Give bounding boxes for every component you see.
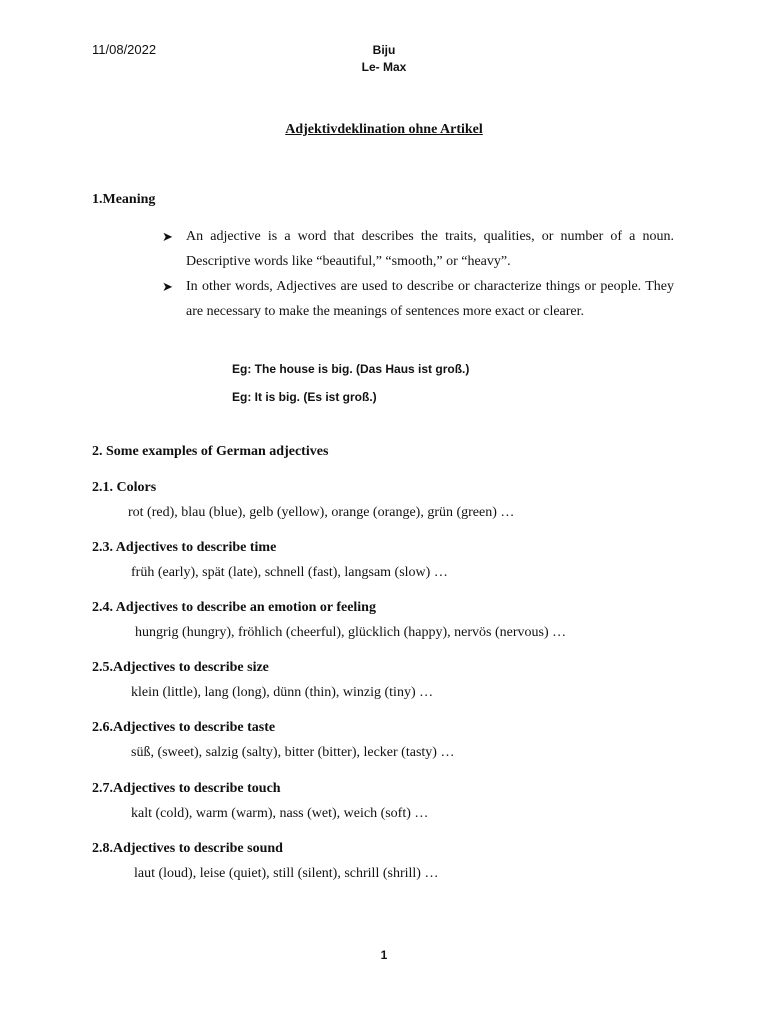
section2-heading: 2. Some examples of German adjectives bbox=[92, 444, 329, 459]
example-sentence: Eg: The house is big. (Das Haus ist groß.) bbox=[232, 362, 470, 376]
subsection-text: kalt (cold), warm (warm), nass (wet), weich (soft) … bbox=[131, 806, 429, 821]
subsection-heading: 2.4. Adjectives to describe an emotion or feeling bbox=[92, 600, 376, 615]
subsection-heading: 2.3. Adjectives to describe time bbox=[92, 540, 277, 555]
header-group: Le- Max bbox=[361, 60, 407, 74]
subsection-text: früh (early), spät (late), schnell (fast), langsam (slow) … bbox=[131, 565, 448, 580]
bullet-item bbox=[162, 274, 674, 324]
subsection-heading: 2.6.Adjectives to describe taste bbox=[92, 720, 276, 735]
meaning-bullet-list bbox=[162, 224, 674, 324]
subsection-text: rot (red), blau (blue), gelb (yellow), orange (orange), grün (green) … bbox=[128, 505, 515, 520]
subsection-heading: 2.5.Adjectives to describe size bbox=[92, 660, 269, 675]
subsection-text: klein (little), lang (long), dünn (thin), winzig (tiny) … bbox=[131, 685, 434, 700]
bullet-text: In other words, Adjectives are used to describe or characterize things or people. They are necessary to make the meanings of sentences more exact or clearer. bbox=[186, 279, 674, 319]
page-number: 1 bbox=[380, 948, 388, 962]
subsection-text: süß, (sweet), salzig (salty), bitter (bitter), lecker (tasty) … bbox=[131, 745, 455, 760]
document-title: Adjektivdeklination ohne Artikel bbox=[285, 122, 483, 137]
subsection-heading: 2.8.Adjectives to describe sound bbox=[92, 841, 283, 856]
arrow-bullet-icon: ➤ bbox=[162, 229, 173, 244]
subsection-heading: 2.7.Adjectives to describe touch bbox=[92, 781, 281, 796]
subsection-heading: 2.1. Colors bbox=[92, 480, 157, 495]
arrow-bullet-icon: ➤ bbox=[162, 279, 173, 294]
section1-heading: 1.Meaning bbox=[92, 192, 156, 207]
subsection-text: laut (loud), leise (quiet), still (silent), schrill (shrill) … bbox=[134, 866, 439, 881]
example-sentence: Eg: It is big. (Es ist groß.) bbox=[232, 390, 377, 404]
bullet-text: An adjective is a word that describes the traits, qualities, or number of a noun. Descriptive words like “beautiful,” “smooth,” or “heavy”. bbox=[186, 229, 674, 269]
header-date: 11/08/2022 bbox=[92, 42, 157, 57]
subsection-text: hungrig (hungry), fröhlich (cheerful), glücklich (happy), nervös (nervous) … bbox=[135, 625, 567, 640]
bullet-item bbox=[162, 224, 674, 274]
header-author: Biju bbox=[372, 43, 396, 57]
